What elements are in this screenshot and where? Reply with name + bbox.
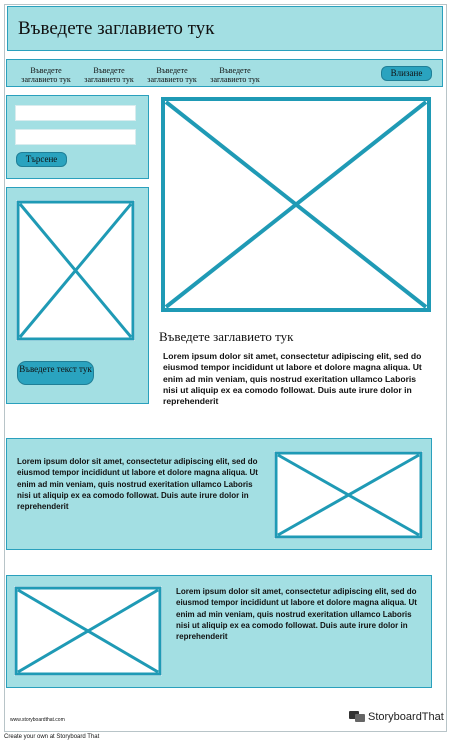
search-input-1[interactable] (15, 105, 136, 121)
nav-item-2[interactable]: Въведете заглавието тук (84, 66, 134, 84)
page-title: Въведете заглавието тук (18, 18, 215, 39)
search-input-2[interactable] (15, 129, 136, 145)
login-button[interactable]: Влизане (381, 66, 432, 81)
footer-url: www.storyboardthat.com (10, 717, 65, 723)
main-subtitle: Въведете заглавието тук (159, 329, 294, 344)
search-button[interactable]: Търсене (16, 152, 67, 167)
section-3-paragraph: Lorem ipsum dolor sit amet, consectetur adipiscing elit, sed do eiusmod tempor incididunt ut labore et dolore magna aliqua. Ut enim ad min veniam, quis nostrud exeritation ullamco Laboris nisi ut aliquip ex ea comodo followat. Duis aute irure dolor in reprehenderit (176, 587, 417, 642)
enter-text-button[interactable]: Въведете текст тук (17, 361, 94, 385)
main-image-placeholder (160, 96, 432, 313)
footer-caption: Create your own at Storyboard That (4, 734, 100, 740)
nav-item-4[interactable]: Въведете заглавието тук (210, 66, 260, 84)
nav-item-1[interactable]: Въведете заглавието тук (21, 66, 71, 84)
brand-name: StoryboardThat (368, 711, 444, 723)
section-3-image-placeholder (14, 586, 162, 676)
section-2-image-placeholder (274, 451, 423, 539)
sidebar-image-placeholder (16, 200, 135, 341)
nav-item-3[interactable]: Въведете заглавието тук (147, 66, 197, 84)
storyboardthat-logo (349, 710, 444, 724)
section-2-paragraph: Lorem ipsum dolor sit amet, consectetur adipiscing elit, sed do eiusmod tempor incididunt ut labore et dolore magna aliqua. Ut enim ad min veniam, quis nostrud exeritation ullamco Laboris nisi ut aliquip ex ea comodo followat. Duis aute irure dolor in reprehenderit (17, 457, 258, 512)
storyboard-logo-icon (349, 711, 365, 722)
main-paragraph: Lorem ipsum dolor sit amet, consectetur adipiscing elit, sed do eiusmod tempor incididunt ut labore et dolore magna aliqua. Ut enim ad min veniam, quis nostrud exeritation ullamco Laboris nisi ut aliquip ex ea comodo followat. Duis aute irure dolor in reprehenderit (163, 351, 422, 407)
